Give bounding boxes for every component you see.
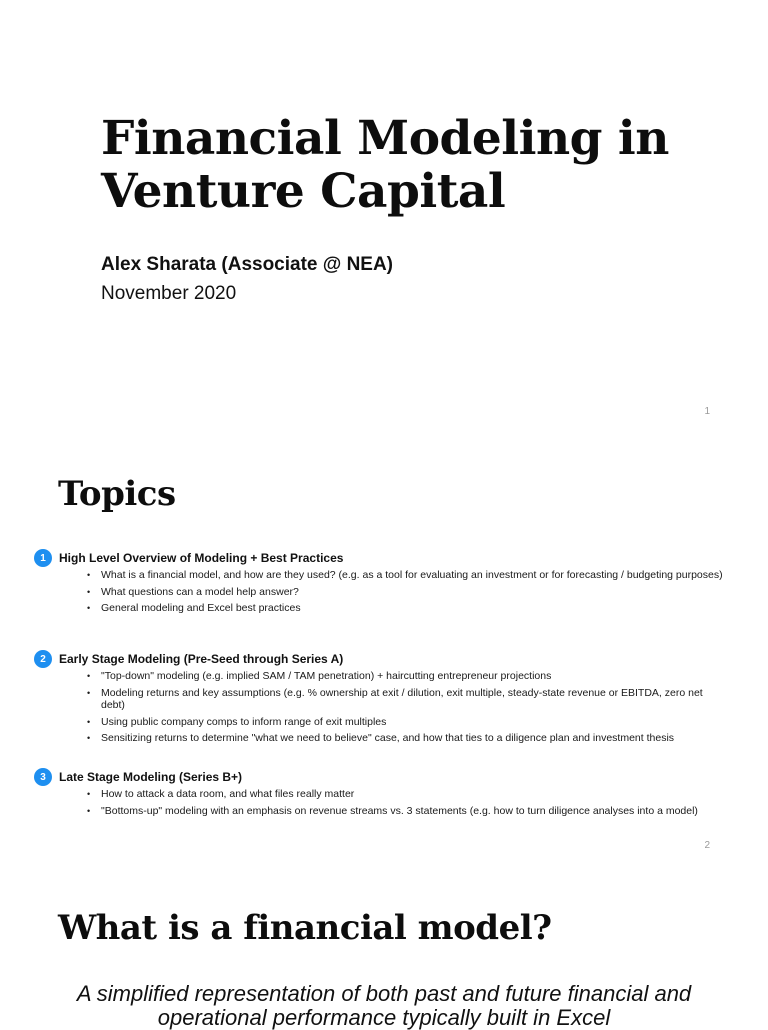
bullet-list bbox=[34, 670, 724, 745]
slide-2 bbox=[0, 432, 768, 864]
number-badge: 1 bbox=[34, 549, 52, 567]
bullet-item: • "Top-down" modeling (e.g. implied SAM / TAM penetration) + haircutting entrepreneur projections bbox=[87, 670, 724, 683]
definition-quote: A simplified representation of both past and future financial and operational performance typically built in Excel bbox=[76, 981, 692, 1030]
topic-title: High Level Overview of Modeling + Best Practices bbox=[59, 551, 344, 565]
bullet-item: • "Bottoms-up" modeling with an emphasis on revenue streams vs. 3 statements (e.g. how to turn diligence analyses into a model) bbox=[87, 805, 724, 818]
slide-title: Financial Modeling in Venture Capital bbox=[101, 111, 669, 219]
slide-title: Topics bbox=[58, 474, 176, 514]
bullet-item: • What questions can a model help answer? bbox=[87, 586, 724, 599]
bullet-item: • General modeling and Excel best practices bbox=[87, 602, 724, 615]
topic-title: Late Stage Modeling (Series B+) bbox=[59, 770, 243, 784]
date-line: November 2020 bbox=[101, 283, 237, 304]
slide-1 bbox=[0, 0, 768, 432]
slide-title: What is a financial model? bbox=[58, 908, 552, 948]
number-badge: 3 bbox=[34, 768, 52, 786]
bullet-item: • How to attack a data room, and what files really matter bbox=[87, 788, 724, 801]
bullet-item: • Modeling returns and key assumptions (e.g. % ownership at exit / dilution, exit multiple, steady-state revenue or EBITDA, zero net debt) bbox=[87, 687, 724, 712]
bullet-item: • Using public company comps to inform range of exit multiples bbox=[87, 716, 724, 729]
number-badge: 2 bbox=[34, 650, 52, 668]
topic-heading bbox=[34, 549, 724, 567]
topic-item bbox=[34, 768, 724, 821]
topic-heading bbox=[34, 768, 724, 786]
bullet-item: • What is a financial model, and how are they used? (e.g. as a tool for evaluating an investment or for forecasting / budgeting purposes) bbox=[87, 569, 724, 582]
topic-heading bbox=[34, 650, 724, 668]
topic-item bbox=[34, 650, 724, 749]
bullet-list bbox=[34, 569, 724, 615]
topic-title: Early Stage Modeling (Pre-Seed through Series A) bbox=[59, 652, 344, 666]
bullet-list bbox=[34, 788, 724, 817]
topic-item bbox=[34, 549, 724, 619]
page-number: 2 bbox=[704, 840, 710, 851]
bullet-item: • Sensitizing returns to determine "what we need to believe" case, and how that ties to a diligence plan and investment thesis bbox=[87, 732, 724, 745]
page-number: 1 bbox=[704, 406, 710, 417]
author-line: Alex Sharata (Associate @ NEA) bbox=[101, 254, 394, 275]
slide-3 bbox=[0, 864, 768, 1030]
